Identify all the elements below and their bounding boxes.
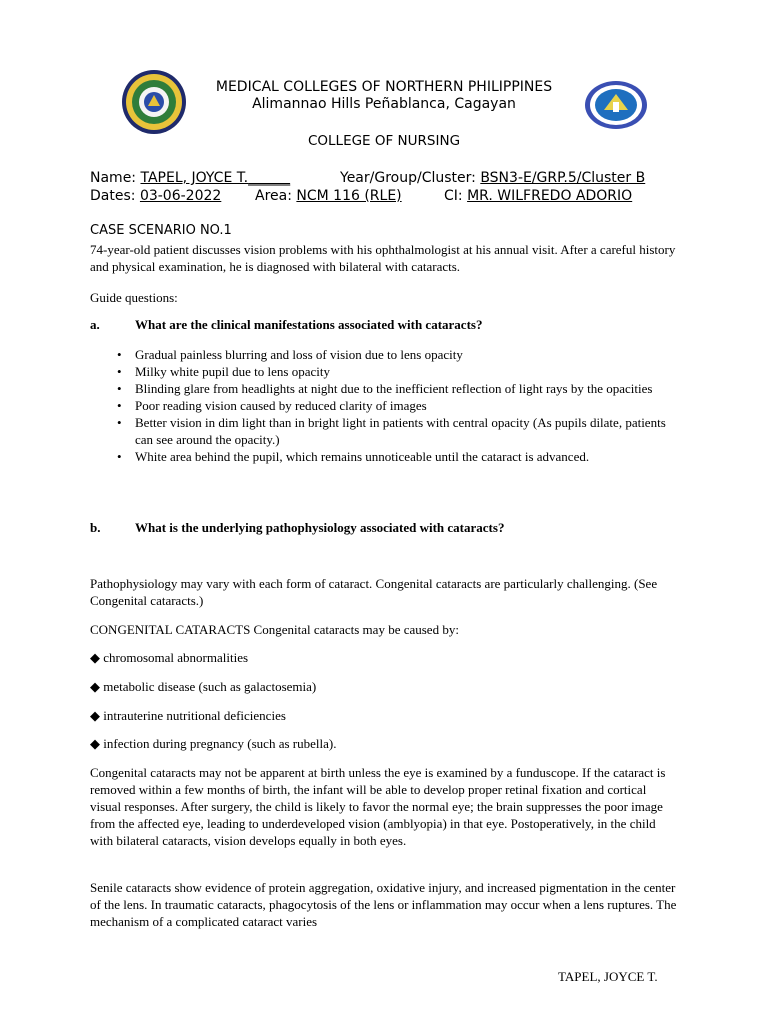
footer-name: TAPEL, JOYCE T.	[558, 969, 658, 984]
ci-value: MR. WILFREDO ADORIO	[467, 188, 633, 204]
question-b-text: What is the underlying pathophysiology associated with cataracts?	[135, 520, 505, 535]
ci-row	[444, 188, 632, 204]
diamond-item: ◆ metabolic disease (such as galactosemia)	[90, 679, 317, 694]
paragraph-pathophysiology: Pathophysiology may vary with each form of cataract. Congenital cataracts are particularly challenging. (See Congenital cataracts.)	[90, 576, 658, 608]
year-value: BSN3-E/GRP.5/Cluster B	[480, 170, 646, 186]
question-a-letter: a.	[90, 317, 100, 332]
ci-label: CI:	[444, 188, 463, 204]
year-row	[340, 170, 645, 186]
question-a-text: What are the clinical manifestations associated with cataracts?	[135, 317, 483, 332]
name-blank: ______	[248, 170, 291, 186]
list-item: • White area behind the pupil, which remains unnoticeable until the cataract is advanced.	[135, 448, 680, 465]
area-label: Area:	[255, 188, 292, 204]
guide-label: Guide questions:	[90, 290, 178, 305]
institution-name: MEDICAL COLLEGES OF NORTHERN PHILIPPINES	[215, 79, 553, 95]
manifestations-list	[90, 346, 680, 465]
dates-value: 03-06-2022	[139, 188, 222, 204]
name-row	[90, 170, 290, 186]
name-value: TAPEL, JOYCE T.	[140, 170, 249, 186]
paragraph-congenital-intro: CONGENITAL CATARACTS Congenital cataracts may be caused by:	[90, 622, 459, 637]
list-item: • Gradual painless blurring and loss of vision due to lens opacity	[135, 346, 680, 363]
dates-label: Dates:	[90, 188, 136, 204]
list-item: • Milky white pupil due to lens opacity	[135, 363, 680, 380]
question-b-letter: b.	[90, 520, 101, 535]
question-b	[90, 519, 680, 536]
paragraph-senile: Senile cataracts show evidence of protein aggregation, oxidative injury, and increased pigmentation in the center of the lens. In traumatic cataracts, phagocytosis of the lens or inflammation may occur when a lens ruptures. The mechanism of a complicated cataract varies	[90, 880, 677, 929]
case-title: CASE SCENARIO NO.1	[90, 223, 232, 238]
area-row	[255, 188, 402, 204]
diamond-item: ◆ chromosomal abnormalities	[90, 650, 249, 665]
question-a	[90, 316, 680, 333]
diamond-item: ◆ intrauterine nutritional deficiencies	[90, 708, 286, 723]
case-text: 74-year-old patient discusses vision problems with his ophthalmologist at his annual visit. After a careful history and physical examination, he is diagnosed with bilateral with cataracts.	[90, 242, 676, 274]
institution-address: Alimannao Hills Peñablanca, Cagayan	[252, 96, 516, 112]
area-value: NCM 116 (RLE)	[296, 188, 402, 204]
list-item: • Blinding glare from headlights at night due to the inefficient reflection of light rays by the opacities	[135, 380, 680, 397]
paragraph-congenital-detail: Congenital cataracts may not be apparent at birth unless the eye is examined by a funduscope. If the cataract is removed within a few months of birth, the infant will be able to develop proper retinal fixation and cortical visual responses. After surgery, the child is likely to favor the normal eye; the brain suppresses the poor image from the affected eye, leading to underdeveloped vision (amblyopia) in that eye. Postoperatively, in the child with bilateral cataracts, vision develops equally in both eyes.	[90, 765, 666, 848]
diamond-item: ◆ infection during pregnancy (such as rubella).	[90, 736, 337, 751]
list-item: • Better vision in dim light than in bright light in patients with central opacity (As pupils dilate, patients can see around the opacity.)	[135, 414, 680, 448]
name-label: Name:	[90, 170, 137, 186]
year-label: Year/Group/Cluster:	[340, 170, 476, 186]
list-item: • Poor reading vision caused by reduced clarity of images	[135, 397, 680, 414]
dates-row	[90, 188, 221, 204]
college-name: COLLEGE OF NURSING	[307, 133, 461, 149]
